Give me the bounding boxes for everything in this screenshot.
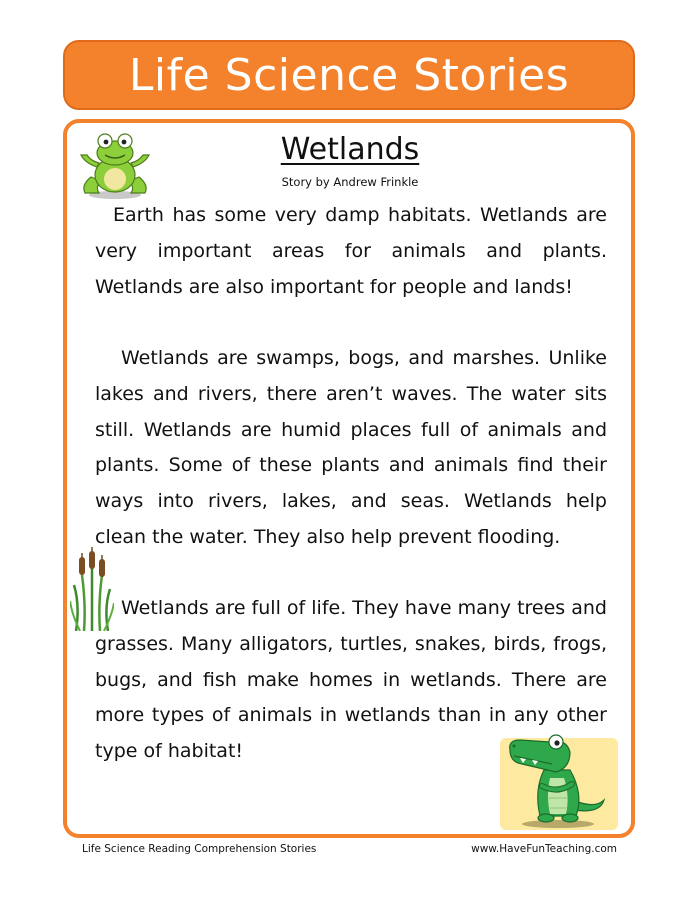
story-paragraph-3: Wetlands are full of life. They have many trees and grasses. Many alligators, turtles, snakes, birds, frogs, bugs, and fish make homes in wetlands. There are more types of animals in wetlands than in any other type of habitat! — [95, 597, 607, 763]
story-title: Wetlands — [280, 132, 420, 167]
footer-website[interactable]: www.HaveFunTeaching.com — [471, 843, 617, 855]
alligator-icon — [504, 730, 608, 830]
story-paragraph-2: Wetlands are swamps, bogs, and marshes. Unlike lakes and rivers, there aren’t waves. The water sits still. Wetlands are humid places full of animals and plants. Some of these plants and animals find their ways into rivers, lakes, and seas. Wetlands help clean the water. They also help prevent flooding. — [95, 347, 607, 548]
story-paragraph-1: Earth has some very damp habitats. Wetlands are very important areas for animals and plants. Wetlands are also important for people and lands! — [95, 204, 607, 298]
footer-series-name: Life Science Reading Comprehension Stories — [82, 843, 317, 855]
story-byline: Story by Andrew Frinkle — [281, 175, 419, 189]
banner-title: Life Science Stories — [128, 49, 570, 101]
title-banner — [63, 40, 635, 110]
cattails-icon — [70, 545, 114, 631]
